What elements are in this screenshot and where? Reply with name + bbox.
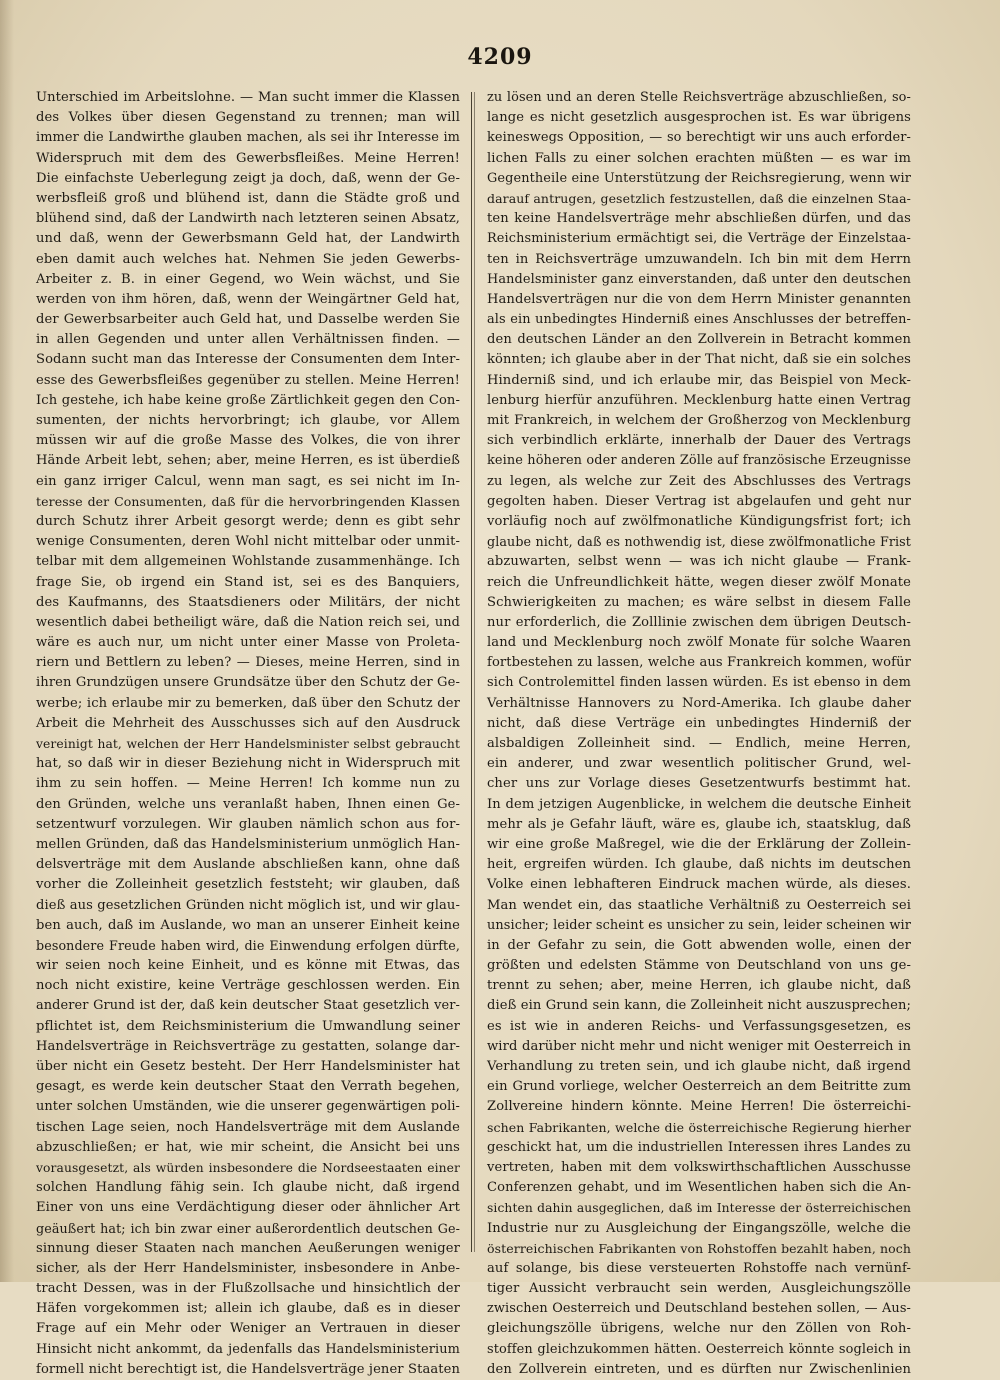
text-line: und daß, wenn der Gewerbsmann Geld hat, der Landwirth bbox=[36, 231, 460, 247]
right-text-column bbox=[487, 88, 911, 1377]
text-line: wäre es auch nur, um nicht unter einer Masse von Proleta- bbox=[36, 635, 460, 651]
text-line: anderer Grund ist der, daß kein deutscher Staat gesetzlich ver- bbox=[36, 998, 460, 1014]
text-line: vorausgesetzt, als würden insbesondere die Nordseestaaten einer bbox=[36, 1160, 460, 1175]
text-line: werbsfleiß groß und blühend ist, dann die Städte groß und bbox=[36, 190, 460, 206]
text-line: keine höheren oder anderen Zölle auf französische Erzeugnisse bbox=[487, 453, 911, 469]
text-line: keineswegs Opposition, — so berechtigt wir uns auch erforder- bbox=[487, 130, 911, 146]
text-line: unter solchen Umständen, wie die unserer gegenwärtigen poli- bbox=[36, 1099, 460, 1115]
text-line: den Zollverein eintreten, und es dürften nur Zwischenlinien bbox=[487, 1361, 911, 1377]
text-line: österreichischen Fabrikanten von Rohstoffen bezahlt haben, noch bbox=[487, 1240, 911, 1256]
text-line: als ein unbedingtes Hinderniß eines Anschlusses der betreffen- bbox=[487, 312, 911, 328]
text-line: abzuwarten, selbst wenn — was ich nicht glaube — Frank- bbox=[487, 554, 911, 570]
text-line: telbar mit dem allgemeinen Wohlstande zusammenhänge. Ich bbox=[36, 554, 460, 570]
text-line: des Kaufmanns, des Staatsdieners oder Militärs, der nicht bbox=[36, 594, 460, 610]
text-line: tischen Lage seien, noch Handelsverträge mit dem Auslande bbox=[36, 1119, 460, 1135]
text-line: vertreten, haben mit dem volkswirthschaftlichen Ausschusse bbox=[487, 1159, 911, 1175]
text-line: tiger Aussicht verbraucht sein werden, Ausgleichungszölle bbox=[487, 1281, 911, 1297]
text-line: müssen wir auf die große Masse des Volkes, die von ihrer bbox=[36, 433, 460, 449]
text-line: Verhältnisse Hannovers zu Nord-Amerika. Ich glaube daher bbox=[487, 695, 911, 711]
text-line: sinnung dieser Staaten nach manchen Aeußerungen weniger bbox=[36, 1240, 460, 1256]
text-line: Industrie nur zu Ausgleichung der Eingangszölle, welche die bbox=[487, 1220, 911, 1236]
text-line: wird darüber nicht mehr und nicht weniger mit Oesterreich in bbox=[487, 1038, 911, 1054]
text-line: durch Schutz ihrer Arbeit gesorgt werde; denn es gibt sehr bbox=[36, 513, 460, 529]
text-line: mellen Gründen, daß das Handelsministerium unmöglich Han- bbox=[36, 836, 460, 852]
text-line: wesentlich dabei betheiligt wäre, daß die Nation reich sei, und bbox=[36, 614, 460, 630]
text-line: sich verbindlich erklärte, innerhalb der Dauer des Vertrags bbox=[487, 433, 911, 449]
text-line: hat, so daß wir in dieser Beziehung nicht in Widerspruch mit bbox=[36, 756, 460, 772]
text-line: unsicher; leider scheint es unsicher zu sein, leider scheinen wir bbox=[487, 917, 911, 933]
text-line: mehr als je Gefahr läuft, wäre es, glaube ich, staatsklug, daß bbox=[487, 816, 911, 832]
text-line: ihm zu sein hoffen. — Meine Herren! Ich komme nun zu bbox=[36, 776, 460, 792]
text-line: wir seien noch keine Einheit, und es könne mit Etwas, das bbox=[36, 958, 460, 974]
text-line: ten keine Handelsverträge mehr abschließen dürfen, und das bbox=[487, 211, 911, 227]
text-line: gesagt, es werde kein deutscher Staat den Verrath begehen, bbox=[36, 1079, 460, 1095]
text-line: vorläufig noch auf zwölfmonatliche Kündigungsfrist fort; ich bbox=[487, 513, 911, 529]
text-line: Sodann sucht man das Interesse der Consumenten dem Inter- bbox=[36, 352, 460, 368]
text-line: Schwierigkeiten zu machen; es wäre selbst in diesem Falle bbox=[487, 594, 911, 610]
text-line: reich die Unfreundlichkeit hätte, wegen dieser zwölf Monate bbox=[487, 574, 911, 590]
text-line: Handelsminister ganz einverstanden, daß unter den deutschen bbox=[487, 271, 911, 287]
left-text-column bbox=[36, 88, 460, 1377]
text-line: tracht Dessen, was in der Flußzollsache und hinsichtlich der bbox=[36, 1281, 460, 1297]
text-line: ben auch, daß im Auslande, wo man an unserer Einheit keine bbox=[36, 917, 460, 933]
text-line: formell nicht berechtigt ist, die Handelsverträge jener Staaten bbox=[36, 1361, 460, 1377]
text-line: zu lösen und an deren Stelle Reichsverträge abzuschließen, so- bbox=[487, 90, 911, 105]
text-line: der Gewerbsarbeiter auch Geld hat, und Dasselbe werden Sie bbox=[36, 312, 460, 328]
text-line: lenburg hierfür anzuführen. Mecklenburg hatte einen Vertrag bbox=[487, 392, 911, 408]
text-line: ein ganz irriger Calcul, wenn man sagt, es sei nicht im In- bbox=[36, 473, 460, 489]
text-line: Man wendet ein, das staatliche Verhältniß zu Oesterreich sei bbox=[487, 897, 911, 913]
text-line: setzentwurf vorzulegen. Wir glauben nämlich schon aus for- bbox=[36, 816, 460, 832]
text-line: Handelsverträgen nur die von dem Herrn Minister genannten bbox=[487, 291, 911, 307]
text-line: Unterschied im Arbeitslohne. — Man sucht immer die Klassen bbox=[36, 90, 460, 105]
text-line: alsbaldigen Zolleinheit sind. — Endlich, meine Herren, bbox=[487, 736, 911, 751]
text-line: nur erforderlich, die Zolllinie zwischen dem übrigen Deutsch- bbox=[487, 614, 911, 630]
text-line: Arbeiter z. B. in einer Gegend, wo Wein wächst, und Sie bbox=[36, 271, 460, 287]
text-line: blühend sind, daß der Landwirth nach letzteren seinen Absatz, bbox=[36, 211, 460, 227]
text-line: eben damit auch welches hat. Nehmen Sie jeden Gewerbs- bbox=[36, 251, 460, 267]
text-line: den deutschen Länder an den Zollverein in Betracht kommen bbox=[487, 332, 911, 348]
text-line: riern und Bettlern zu leben? — Dieses, meine Herren, sind in bbox=[36, 655, 460, 671]
text-line: immer die Landwirthe glauben machen, als sei ihr Interesse im bbox=[36, 130, 460, 146]
text-line: teresse der Consumenten, daß für die hervorbringenden Klassen bbox=[36, 493, 460, 509]
text-line: in allen Gegenden und unter allen Verhältnissen finden. — bbox=[36, 332, 460, 348]
text-line: pflichtet ist, dem Reichsministerium die Umwandlung seiner bbox=[36, 1018, 460, 1034]
text-line: ein Grund vorliege, welcher Oesterreich an dem Beitritte zum bbox=[487, 1079, 911, 1095]
text-line: Handelsverträge in Reichsverträge zu gestatten, solange dar- bbox=[36, 1038, 460, 1054]
text-line: Arbeit die Mehrheit des Ausschusses sich auf den Ausdruck bbox=[36, 715, 460, 731]
text-line: Gegentheile eine Unterstützung der Reichsregierung, wenn wir bbox=[487, 170, 911, 186]
text-line: nicht, daß diese Verträge ein unbedingtes Hinderniß der bbox=[487, 715, 911, 731]
text-line: gegolten haben. Dieser Vertrag ist abgelaufen und geht nur bbox=[487, 493, 911, 509]
text-line: größten und edelsten Stämme von Deutschland von uns ge- bbox=[487, 958, 911, 974]
text-line: vereinigt hat, welchen der Herr Handelsminister selbst gebraucht bbox=[36, 737, 460, 751]
text-line: Zollvereine hindern könnte. Meine Herren! Die österreichi- bbox=[487, 1099, 911, 1115]
text-line: geäußert hat; ich bin zwar einer außerordentlich deutschen Ge- bbox=[36, 1220, 460, 1236]
page-edge-shadow bbox=[0, 0, 14, 1282]
text-line: Hände Arbeit lebt, sehen; aber, meine Herren, es ist überdieß bbox=[36, 453, 460, 469]
text-line: schen Fabrikanten, welche die österreichische Regierung hierher bbox=[487, 1119, 911, 1135]
page-number: 4209 bbox=[467, 44, 533, 70]
text-line: Hinderniß sind, und ich erlaube mir, das Beispiel von Meck- bbox=[487, 372, 911, 388]
text-line: Hinsicht nicht ankommt, da jedenfalls das Handelsministerium bbox=[36, 1341, 460, 1357]
text-line: dieß aus gesetzlichen Gründen nicht möglich ist, und wir glau- bbox=[36, 897, 460, 913]
column-divider-inner bbox=[474, 92, 475, 1252]
text-line: glaube nicht, daß es nothwendig ist, diese zwölfmonatliche Frist bbox=[487, 534, 911, 550]
text-line: Die einfachste Ueberlegung zeigt ja doch, daß, wenn der Ge- bbox=[36, 170, 460, 186]
text-line: könnten; ich glaube aber in der That nicht, daß sie ein solches bbox=[487, 352, 911, 368]
text-line: Ich gestehe, ich habe keine große Zärtlichkeit gegen den Con- bbox=[36, 392, 460, 408]
text-line: auf solange, bis diese versteuerten Rohstoffe nach vernünf- bbox=[487, 1260, 911, 1276]
text-line: Reichsministerium ermächtigt sei, die Verträge der Einzelstaa- bbox=[487, 231, 911, 247]
text-line: zwischen Oesterreich und Deutschland bestehen sollen, — Aus- bbox=[487, 1301, 911, 1317]
text-line: sichten dahin ausgeglichen, daß im Interesse der österreichischen bbox=[487, 1201, 911, 1216]
text-line: heit, ergreifen würden. Ich glaube, daß nichts im deutschen bbox=[487, 857, 911, 873]
text-line: werbe; ich erlaube mir zu bemerken, daß über den Schutz der bbox=[36, 695, 460, 711]
text-line: abzuschließen; er hat, wie mir scheint, die Ansicht bei uns bbox=[36, 1139, 460, 1155]
text-line: vorher die Zolleinheit gesetzlich feststeht; wir glauben, daß bbox=[36, 877, 460, 893]
text-line: ihren Grundzügen unsere Grundsätze über den Schutz der Ge- bbox=[36, 675, 460, 691]
text-line: zu legen, als welche zur Zeit des Abschlusses des Vertrags bbox=[487, 473, 911, 489]
text-line: wenige Consumenten, deren Wohl nicht mittelbar oder unmit- bbox=[36, 534, 460, 550]
text-line: Widerspruch mit dem des Gewerbsfleißes. Meine Herren! bbox=[36, 150, 460, 166]
text-line: delsverträge mit dem Auslande abschließen kann, ohne daß bbox=[36, 857, 460, 873]
text-line: wir eine große Maßregel, wie die der Erklärung der Zollein- bbox=[487, 836, 911, 852]
text-line: es ist wie in anderen Reichs- und Verfassungsgesetzen, es bbox=[487, 1018, 911, 1034]
text-line: Volke einen lebhafteren Eindruck machen würde, als dieses. bbox=[487, 877, 911, 893]
text-line: darauf antrugen, gesetzlich festzustellen, daß die einzelnen Staa- bbox=[487, 190, 911, 206]
text-line: über nicht ein Gesetz besteht. Der Herr Handelsminister hat bbox=[36, 1059, 460, 1074]
text-line: besondere Freude haben wird, die Einwendung erfolgen dürfte, bbox=[36, 937, 460, 953]
text-line: werden von ihm hören, daß, wenn der Weingärtner Geld hat, bbox=[36, 291, 460, 307]
text-line: fortbestehen zu lassen, welche aus Frankreich kommen, wofür bbox=[487, 655, 911, 671]
text-line: ten in Reichsverträge umzuwandeln. Ich bin mit dem Herrn bbox=[487, 251, 911, 267]
text-line: in der Gefahr zu sein, die Gott abwenden wolle, einen der bbox=[487, 937, 911, 953]
text-line: des Volkes über diesen Gegenstand zu trennen; man will bbox=[36, 110, 460, 126]
text-line: dieß ein Grund sein kann, die Zolleinheit nicht auszusprechen; bbox=[487, 998, 911, 1014]
text-line: trennt zu sehen; aber, meine Herren, ich glaube nicht, daß bbox=[487, 978, 911, 994]
text-line: land und Mecklenburg noch zwölf Monate für solche Waaren bbox=[487, 635, 911, 651]
text-line: den Gründen, welche uns veranlaßt haben, Ihnen einen Ge- bbox=[36, 796, 460, 812]
text-line: Frage auf ein Mehr oder Weniger an Vertrauen in dieser bbox=[36, 1321, 460, 1337]
text-line: In dem jetzigen Augenblicke, in welchem die deutsche Einheit bbox=[487, 796, 911, 812]
column-divider bbox=[471, 92, 472, 1252]
text-line: Verhandlung zu treten sein, und ich glaube nicht, daß irgend bbox=[487, 1059, 911, 1074]
text-line: geschickt hat, um die industriellen Interessen ihres Landes zu bbox=[487, 1139, 911, 1155]
text-line: stoffen gleichzukommen hätten. Oesterreich könnte sogleich in bbox=[487, 1341, 911, 1357]
text-line: mit Frankreich, in welchem der Großherzog von Mecklenburg bbox=[487, 413, 911, 428]
text-line: lange es nicht gesetzlich ausgesprochen ist. Es war übrigens bbox=[487, 110, 911, 126]
text-line: esse des Gewerbsfleißes gegenüber zu stellen. Meine Herren! bbox=[36, 372, 460, 388]
text-line: ein anderer, und zwar wesentlich politischer Grund, wel- bbox=[487, 756, 911, 772]
text-line: sicher, als der Herr Handelsminister, insbesondere in Anbe- bbox=[36, 1260, 460, 1276]
text-line: cher uns zur Vorlage dieses Gesetzentwurfs bestimmt hat. bbox=[487, 776, 911, 792]
text-line: sumenten, der nichts hervorbringt; ich glaube, vor Allem bbox=[36, 413, 460, 428]
text-line: lichen Falls zu einer solchen erachten müßten — es war im bbox=[487, 150, 911, 166]
text-line: Conferenzen gehabt, und im Wesentlichen haben sich die An- bbox=[487, 1180, 911, 1196]
text-line: frage Sie, ob irgend ein Stand ist, sei es des Banquiers, bbox=[36, 574, 460, 590]
text-line: noch nicht existire, keine Verträge geschlossen werden. Ein bbox=[36, 978, 460, 994]
text-line: gleichungszölle übrigens, welche nur den Zöllen von Roh- bbox=[487, 1321, 911, 1337]
text-line: solchen Handlung fähig sein. Ich glaube nicht, daß irgend bbox=[36, 1180, 460, 1196]
text-line: sich Controlemittel finden lassen würden. Es ist ebenso in dem bbox=[487, 675, 911, 691]
text-line: Einer von uns eine Verdächtigung dieser oder ähnlicher Art bbox=[36, 1200, 460, 1216]
text-line: Häfen vorgekommen ist; allein ich glaube, daß es in dieser bbox=[36, 1301, 460, 1317]
